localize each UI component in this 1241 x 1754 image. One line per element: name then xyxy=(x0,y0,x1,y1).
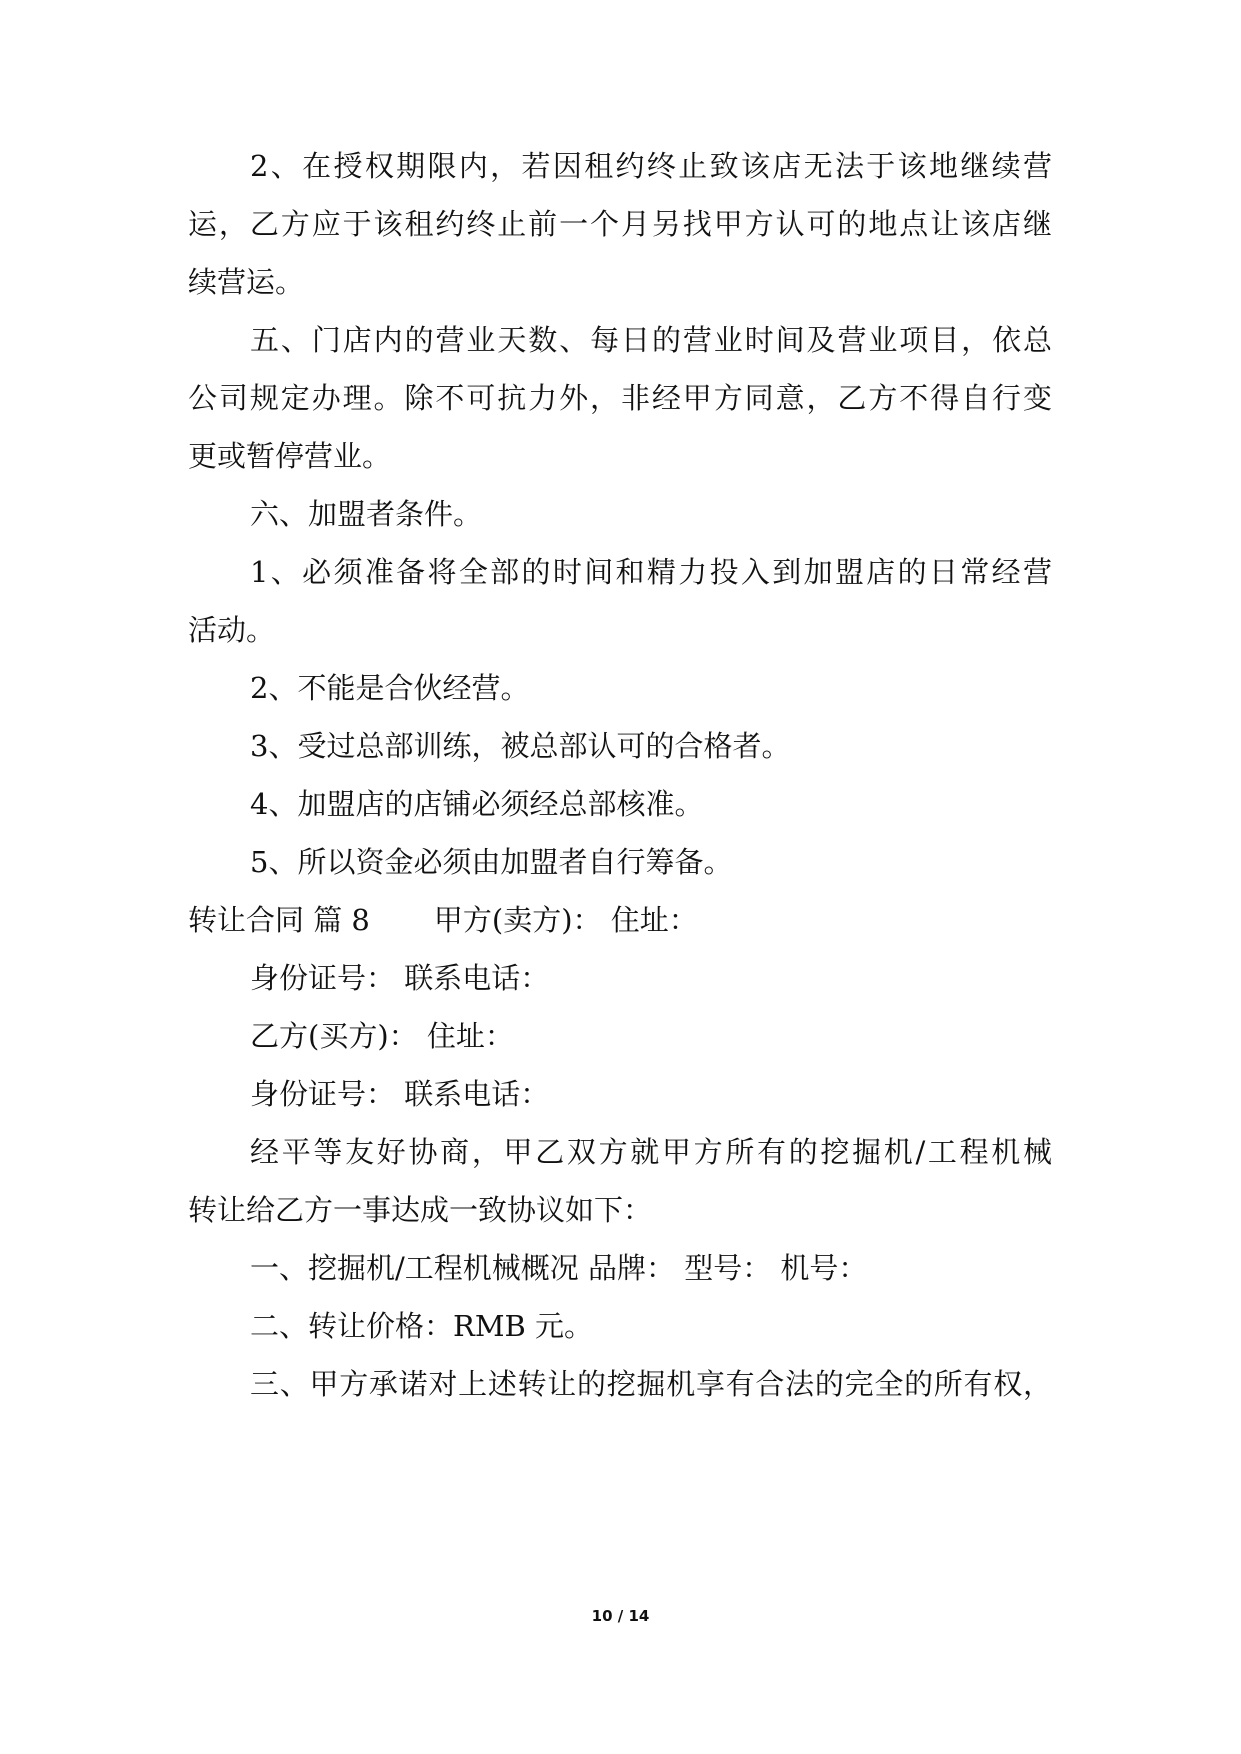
paragraph-line: 活动。 xyxy=(188,613,276,647)
paragraph-line: 六、加盟者条件。 xyxy=(250,497,483,531)
paragraph-line: 五、门店内的营业天数、每日的营业时间及营业项目，依总 xyxy=(250,323,1052,357)
paragraph-line: 转让给乙方一事达成一致协议如下： xyxy=(188,1193,653,1227)
paragraph-line: 2、在授权期限内，若因租约终止致该店无法于该地继续营 xyxy=(250,149,1052,183)
paragraph-line: 5、所以资金必须由加盟者自行筹备。 xyxy=(250,845,733,879)
paragraph-line: 经平等友好协商，甲乙双方就甲方所有的挖掘机/工程机械 xyxy=(250,1135,1052,1169)
paragraph-line: 续营运。 xyxy=(188,265,305,299)
section-title: 转让合同 篇 8 xyxy=(188,903,370,937)
paragraph-line: 运，乙方应于该租约终止前一个月另找甲方认可的地点让该店继 xyxy=(188,207,1052,241)
paragraph-line: 公司规定办理。除不可抗力外，非经甲方同意，乙方不得自行变 xyxy=(188,381,1052,415)
paragraph-line: 4、加盟店的店铺必须经总部核准。 xyxy=(250,787,704,821)
page-number: 10 / 14 xyxy=(591,1607,650,1625)
paragraph-line: 身份证号： 联系电话： xyxy=(250,1077,550,1111)
paragraph-line: 2、不能是合伙经营。 xyxy=(250,671,530,705)
paragraph-line: 身份证号： 联系电话： xyxy=(250,961,550,995)
party-a-info: 甲方(卖方)： 住址： xyxy=(433,903,698,937)
paragraph-line: 三、甲方承诺对上述转让的挖掘机享有合法的完全的所有权， xyxy=(250,1367,1052,1401)
paragraph-line: 3、受过总部训练，被总部认可的合格者。 xyxy=(250,729,791,763)
paragraph-line: 二、转让价格：RMB 元。 xyxy=(250,1309,594,1343)
paragraph-line: 更或暂停营业。 xyxy=(188,439,392,473)
paragraph-line: 乙方(买方)： 住址： xyxy=(250,1019,514,1053)
paragraph-line: 一、挖掘机/工程机械概况 品牌： 型号： 机号： xyxy=(250,1251,868,1285)
section-heading-line xyxy=(188,900,698,940)
paragraph-line: 1、必须准备将全部的时间和精力投入到加盟店的日常经营 xyxy=(250,555,1052,589)
